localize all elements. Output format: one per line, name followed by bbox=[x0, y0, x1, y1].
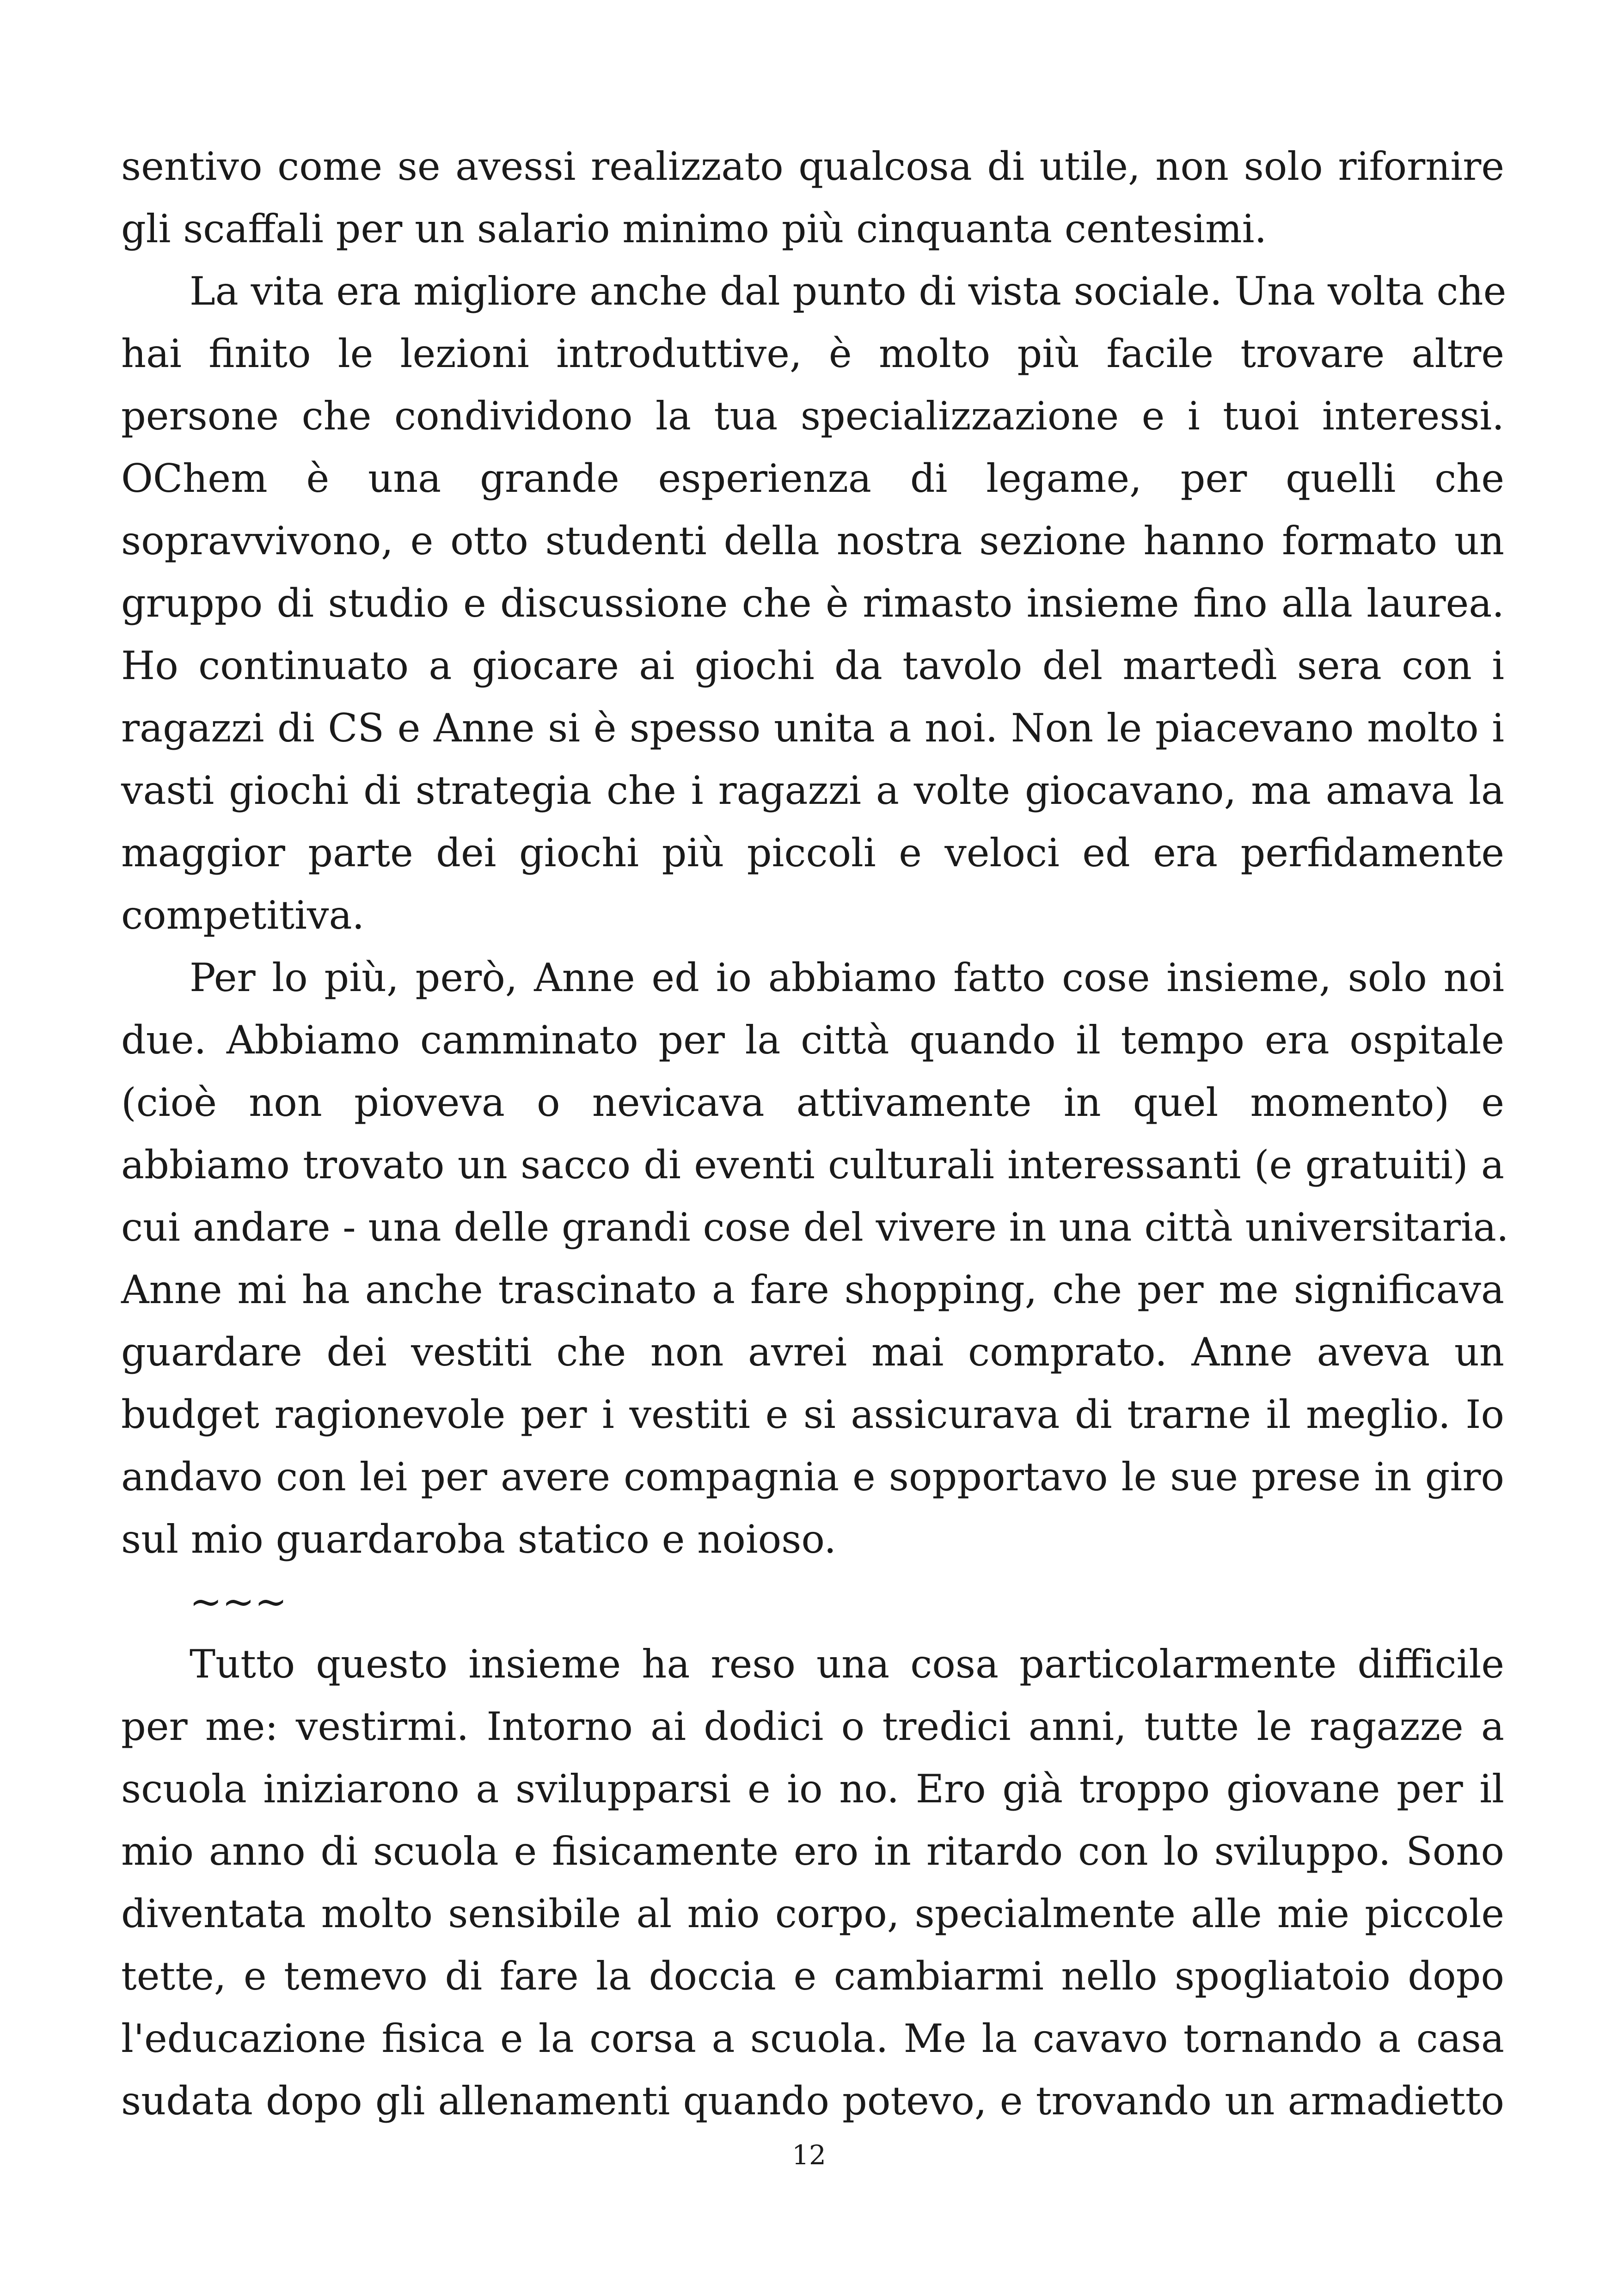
text-line: per me: vestirmi. Intorno ai dodici o tredici anni, tutte le ragazze a bbox=[121, 1704, 1504, 1749]
text-line: La vita era migliore anche dal punto di vista sociale. Una volta che bbox=[190, 269, 1507, 314]
text-line: sudata dopo gli allenamenti quando potevo, e trovando un armadietto bbox=[121, 2078, 1504, 2124]
text-line: tette, e temevo di fare la doccia e cambiarmi nello spogliatoio dopo bbox=[121, 1953, 1504, 1999]
text-line: maggior parte dei giochi più piccoli e veloci ed era perfidamente bbox=[121, 830, 1504, 876]
text-line: l'educazione fisica e la corsa a scuola. Me la cavavo tornando a casa bbox=[121, 2016, 1504, 2061]
text-line: abbiamo trovato un sacco di eventi culturali interessanti (e gratuiti) a bbox=[121, 1142, 1504, 1188]
text-line: sopravvivono, e otto studenti della nostra sezione hanno formato un bbox=[121, 518, 1504, 563]
text-line: Anne mi ha anche trascinato a fare shopping, che per me significava bbox=[121, 1267, 1504, 1312]
text-line: ragazzi di CS e Anne si è spesso unita a noi. Non le piacevano molto i bbox=[121, 705, 1504, 751]
text-line: sentivo come se avessi realizzato qualcosa di utile, non solo rifornire bbox=[121, 144, 1504, 189]
text-line: scuola iniziarono a svilupparsi e io no. Ero già troppo giovane per il bbox=[121, 1766, 1504, 1812]
text-line: Ho continuato a giocare ai giochi da tavolo del martedì sera con i bbox=[121, 643, 1504, 688]
text-line: due. Abbiamo camminato per la città quando il tempo era ospitale bbox=[121, 1017, 1504, 1063]
text-line: mio anno di scuola e fisicamente ero in ritardo con lo sviluppo. Sono bbox=[121, 1829, 1504, 1874]
text-line: guardare dei vestiti che non avrei mai comprato. Anne aveva un bbox=[121, 1329, 1504, 1375]
text-line: cui andare - una delle grandi cose del vivere in una città universitaria. bbox=[121, 1205, 1509, 1250]
text-line: Per lo più, però, Anne ed io abbiamo fatto cose insieme, solo noi bbox=[190, 955, 1504, 1000]
section-separator: ~~~ bbox=[190, 1579, 288, 1624]
text-line: OChem è una grande esperienza di legame, per quelli che bbox=[121, 456, 1504, 501]
text-line: gli scaffali per un salario minimo più cinquanta centesimi. bbox=[121, 206, 1267, 251]
text-line: sul mio guardaroba statico e noioso. bbox=[121, 1517, 837, 1562]
text-line: budget ragionevole per i vestiti e si assicurava di trarne il meglio. Io bbox=[121, 1392, 1504, 1437]
text-line: Tutto questo insieme ha reso una cosa particolarmente difficile bbox=[190, 1641, 1504, 1687]
text-line: (cioè non pioveva o nevicava attivamente in quel momento) e bbox=[121, 1080, 1504, 1125]
body-text bbox=[121, 135, 1509, 2132]
text-line: vasti giochi di strategia che i ragazzi a volte giocavano, ma amava la bbox=[121, 768, 1504, 813]
text-line: gruppo di studio e discussione che è rimasto insieme fino alla laurea. bbox=[121, 581, 1504, 626]
text-line: diventata molto sensibile al mio corpo, specialmente alle mie piccole bbox=[121, 1891, 1504, 1936]
text-line: andavo con lei per avere compagnia e sopportavo le sue prese in giro bbox=[121, 1454, 1504, 1500]
text-line: persone che condividono la tua specializzazione e i tuoi interessi. bbox=[121, 393, 1504, 439]
text-line: hai finito le lezioni introduttive, è molto più facile trovare altre bbox=[121, 331, 1504, 376]
page-number: 12 bbox=[792, 2139, 826, 2171]
text-line: competitiva. bbox=[121, 893, 365, 938]
